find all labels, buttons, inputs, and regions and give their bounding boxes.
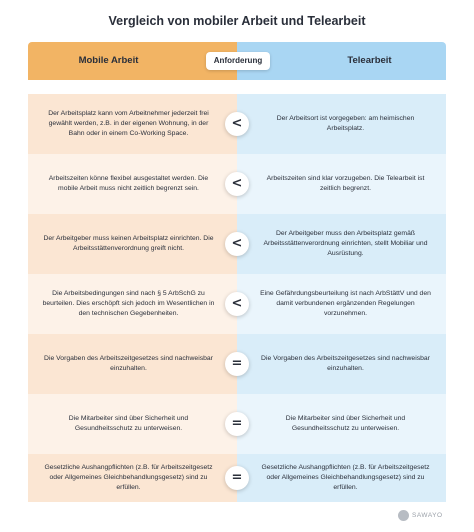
comparison-table bbox=[28, 42, 446, 502]
equals-icon: = bbox=[225, 412, 249, 436]
comparison-row bbox=[28, 94, 446, 154]
tele-cell: Eine Gefährdungsbeurteilung ist nach ArbStättV und den damit verbundenen ergänzenden Regelungen vorzunehmen. bbox=[237, 274, 446, 334]
comparison-row bbox=[28, 454, 446, 502]
brand-logo-icon bbox=[398, 510, 409, 521]
brand-watermark bbox=[398, 508, 443, 522]
mobile-cell: Die Vorgaben des Arbeitszeitgesetzes sind nachweisbar einzuhalten. bbox=[28, 334, 237, 394]
mobile-cell: Die Mitarbeiter sind über Sicherheit und Gesundheitsschutz zu unterweisen. bbox=[28, 394, 237, 454]
comparison-row bbox=[28, 214, 446, 274]
mobile-cell: Der Arbeitsplatz kann vom Arbeitnehmer jederzeit frei gewählt werden, z.B. in der eigenen Wohnung, in der Bahn oder in einem Co-Working Space. bbox=[28, 94, 237, 154]
comparison-row bbox=[28, 394, 446, 454]
header-mobile-label: Mobile Arbeit bbox=[78, 55, 139, 66]
brand-name: SAWAYO bbox=[412, 511, 443, 519]
tele-cell: Gesetzliche Aushangpflichten (z.B. für Arbeitszeitgesetz oder Allgemeines Gleichbehandlungsgesetz) sind zu erfüllen. bbox=[237, 454, 446, 502]
equals-icon: = bbox=[225, 466, 249, 490]
less-than-icon: < bbox=[225, 232, 249, 256]
comparison-row bbox=[28, 274, 446, 334]
less-than-icon: < bbox=[225, 172, 249, 196]
tele-cell: Die Mitarbeiter sind über Sicherheit und Gesundheitsschutz zu unterweisen. bbox=[237, 394, 446, 454]
tele-cell: Der Arbeitsort ist vorgegeben: am heimischen Arbeitsplatz. bbox=[237, 94, 446, 154]
tele-cell: Arbeitszeiten sind klar vorzugeben. Die Telearbeit ist zeitlich begrenzt. bbox=[237, 154, 446, 214]
comparison-row bbox=[28, 154, 446, 214]
header-tele-label: Telearbeit bbox=[347, 55, 392, 66]
header-anforderung: Anforderung bbox=[206, 52, 270, 70]
mobile-cell: Der Arbeitgeber muss keinen Arbeitsplatz einrichten. Die Arbeitsstättenverordnung greift nicht. bbox=[28, 214, 237, 274]
mobile-cell: Die Arbeitsbedingungen sind nach § 5 ArbSchG zu beurteilen. Dies erschöpft sich jedoch im Wesentlichen in den technischen Gegebenheiten. bbox=[28, 274, 237, 334]
less-than-icon: < bbox=[225, 292, 249, 316]
tele-cell: Die Vorgaben des Arbeitszeitgesetzes sind nachweisbar einzuhalten. bbox=[237, 334, 446, 394]
less-than-icon: < bbox=[225, 112, 249, 136]
equals-icon: = bbox=[225, 352, 249, 376]
mobile-cell: Arbeitszeiten könne flexibel ausgestaltet werden. Die mobile Arbeit muss nicht zeitlich begrenzt sein. bbox=[28, 154, 237, 214]
tele-cell: Der Arbeitgeber muss den Arbeitsplatz gemäß Arbeitsstättenverordnung einrichten, stellt Mobiliar und Ausrüstung. bbox=[237, 214, 446, 274]
page-title: Vergleich von mobiler Arbeit und Telearbeit bbox=[108, 14, 366, 28]
mobile-cell: Gesetzliche Aushangpflichten (z.B. für Arbeitszeitgesetz oder Allgemeines Gleichbehandlungsgesetz) sind zu erfüllen. bbox=[28, 454, 237, 502]
comparison-row bbox=[28, 334, 446, 394]
